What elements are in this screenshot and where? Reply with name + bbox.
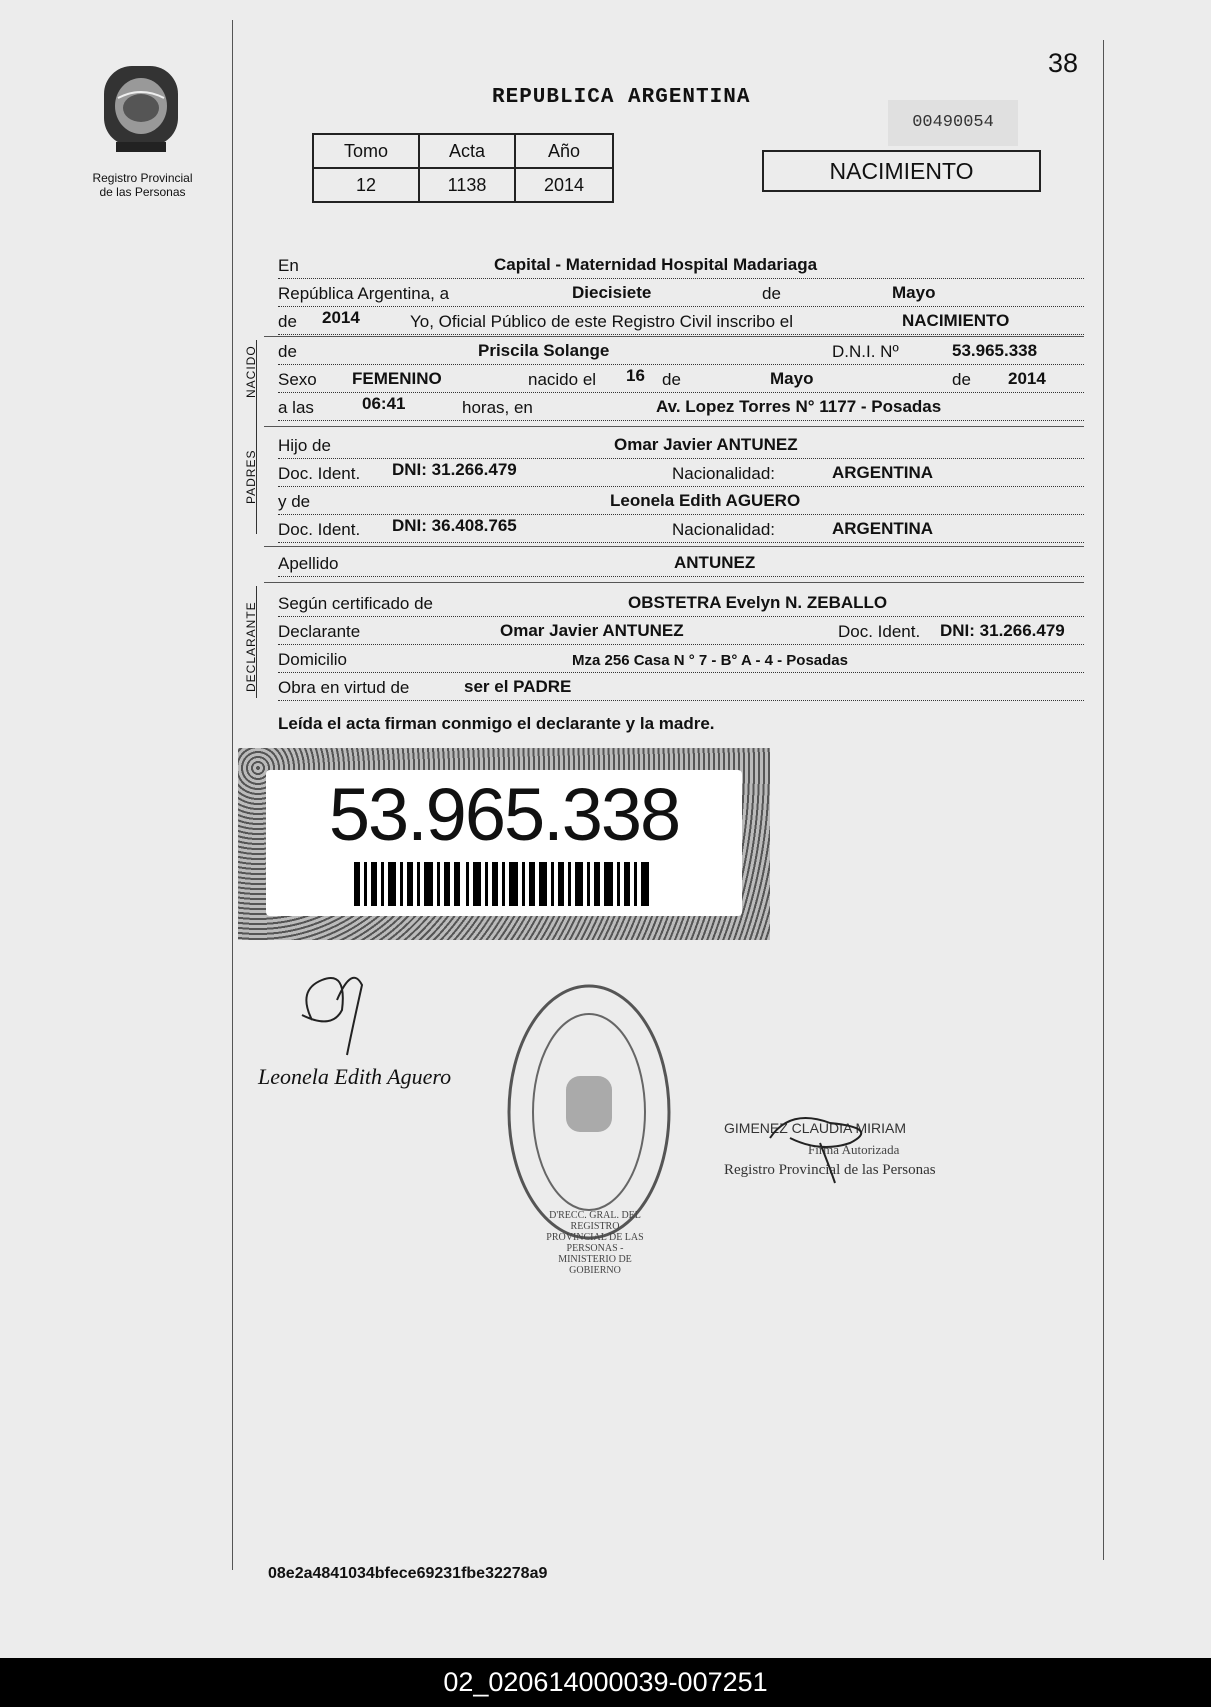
mother-nat-label: Nacionalidad:: [672, 520, 776, 539]
left-margin-rule: [232, 20, 233, 1570]
acta-value: 1138: [419, 168, 515, 202]
father-nat-label: Nacionalidad:: [672, 464, 776, 483]
issuer-name: [80, 171, 205, 199]
anio-value: 2014: [515, 168, 613, 202]
place-value: Capital - Maternidad Hospital Madariaga: [494, 255, 818, 274]
declarante-label: Declarante: [278, 622, 361, 641]
inscription-line: [278, 306, 1084, 335]
apellido-line: [278, 548, 1084, 577]
birth-month-value: Mayo: [770, 369, 814, 388]
dni-label: D.N.I. Nº: [832, 342, 899, 361]
mother-nat-value: ARGENTINA: [832, 519, 934, 538]
mother-name-value: Leonela Edith AGUERO: [610, 491, 801, 510]
republica-label: República Argentina, a: [278, 284, 450, 303]
right-margin-rule: [1103, 40, 1104, 1560]
official-name: GIMENEZ CLAUDIA MIRIAM: [724, 1120, 907, 1136]
mother-signature: Leonela Edith Aguero: [258, 1064, 452, 1089]
official-title: Firma Autorizada: [808, 1142, 900, 1157]
day-value: Diecisiete: [572, 283, 652, 302]
child-name-value: Priscila Solange: [478, 341, 610, 360]
y-de-label: y de: [278, 492, 311, 511]
footer-id-bar: 02_020614000039-007251: [0, 1658, 1211, 1707]
domicilio-value: Mza 256 Casa N ° 7 - B° A - 4 - Posadas: [572, 652, 848, 669]
acta-header: Acta: [419, 134, 515, 168]
certificado-label: Según certificado de: [278, 594, 433, 613]
declarante-doc-value: DNI: 31.266.479: [940, 621, 1065, 640]
certificado-line: [278, 588, 1084, 617]
year-value: 2014: [322, 308, 360, 327]
nacido-de-label: de: [278, 342, 297, 361]
official-stamp-icon: [504, 980, 674, 1244]
sexo-value: FEMENINO: [352, 369, 442, 388]
issuer-line-1: Registro Provincial: [92, 171, 193, 185]
sexo-line: [278, 364, 1084, 393]
date-line: [278, 278, 1084, 307]
birth-year-value: 2014: [1008, 369, 1046, 388]
birth-day-value: 16: [626, 366, 645, 385]
declarante-line: [278, 616, 1084, 645]
barcode-label: [238, 748, 770, 940]
apellido-value: ANTUNEZ: [674, 553, 756, 572]
official-signature-icon: [760, 1098, 890, 1188]
tomo-header: Tomo: [313, 134, 419, 168]
father-doc-value: DNI: 31.266.479: [392, 460, 517, 479]
document-hash: 08e2a4841034bfece69231fbe32278a9: [268, 1565, 548, 1582]
yo-text: Yo, Oficial Público de este Registro Civil inscribo el: [410, 312, 793, 331]
father-line: [278, 430, 1084, 459]
obra-line: [278, 672, 1084, 701]
mother-doc-label: Doc. Ident.: [278, 520, 361, 539]
closing-statement: Leída el acta firman conmigo el declarante y la madre.: [278, 714, 715, 733]
de-label-3: de: [662, 370, 681, 389]
declarante-doc-label: Doc. Ident.: [838, 622, 921, 641]
de-label-4: de: [952, 370, 971, 389]
section-divider: [264, 546, 1084, 547]
section-divider: [264, 426, 1084, 427]
obra-label: Obra en virtud de: [278, 678, 410, 697]
nacido-el-label: nacido el: [528, 370, 597, 389]
father-doc-line: [278, 458, 1084, 487]
hijo-de-label: Hijo de: [278, 436, 331, 455]
certificado-value: OBSTETRA Evelyn N. ZEBALLO: [628, 593, 888, 612]
official-org: Registro Provincial de las Personas: [724, 1162, 936, 1178]
a-las-label: a las: [278, 398, 314, 417]
birth-place-value: Av. Lopez Torres N° 1177 - Posadas: [656, 397, 942, 416]
tomo-value: 12: [313, 168, 419, 202]
barcode-inner: [266, 770, 742, 916]
father-doc-label: Doc. Ident.: [278, 464, 361, 483]
de-label-2: de: [278, 312, 297, 331]
nacido-section-label: NACIDO: [244, 345, 258, 398]
father-name-value: Omar Javier ANTUNEZ: [614, 435, 798, 454]
month-value: Mayo: [892, 283, 936, 302]
mother-doc-value: DNI: 36.408.765: [392, 516, 517, 535]
hora-line: [278, 392, 1084, 421]
declarante-section-label: DECLARANTE: [244, 601, 258, 692]
birth-time-value: 06:41: [362, 394, 406, 413]
stamp-text: D'RECC. GRAL. DEL REGISTRO PROVINCIAL DE LAS PERSONAS - MINISTERIO DE GOBIERNO: [546, 1210, 644, 1276]
declarante-name-value: Omar Javier ANTUNEZ: [500, 621, 684, 640]
de-label: de: [762, 284, 781, 303]
en-label: En: [278, 256, 299, 275]
mother-line: [278, 486, 1084, 515]
domicilio-line: [278, 644, 1084, 673]
padres-section-label: PADRES: [244, 449, 258, 504]
register-table: [312, 133, 614, 203]
horas-label: horas, en: [462, 398, 533, 417]
child-dni-value: 53.965.338: [952, 341, 1038, 360]
nacido-name-line: [278, 336, 1084, 365]
section-divider: [264, 582, 1084, 583]
barcode-icon: [354, 862, 654, 906]
record-type-box: NACIMIENTO: [762, 150, 1041, 192]
father-nat-value: ARGENTINA: [832, 463, 934, 482]
mother-doc-line: [278, 514, 1084, 543]
page-number: 38: [1048, 48, 1079, 78]
serial-number: 00490054: [888, 100, 1018, 146]
issuer-line-2: de las Personas: [99, 185, 186, 199]
inscribed-value: NACIMIENTO: [902, 311, 1010, 330]
declarant-signature-icon: [292, 960, 382, 1060]
document-title: REPUBLICA ARGENTINA: [492, 86, 751, 109]
place-line: [278, 250, 1084, 279]
domicilio-label: Domicilio: [278, 650, 347, 669]
anio-header: Año: [515, 134, 613, 168]
sexo-label: Sexo: [278, 370, 317, 389]
provincial-seal-icon: [98, 56, 184, 156]
barcode-number: 53.965.338: [328, 773, 680, 856]
obra-value: ser el PADRE: [464, 677, 572, 696]
apellido-label: Apellido: [278, 554, 339, 573]
